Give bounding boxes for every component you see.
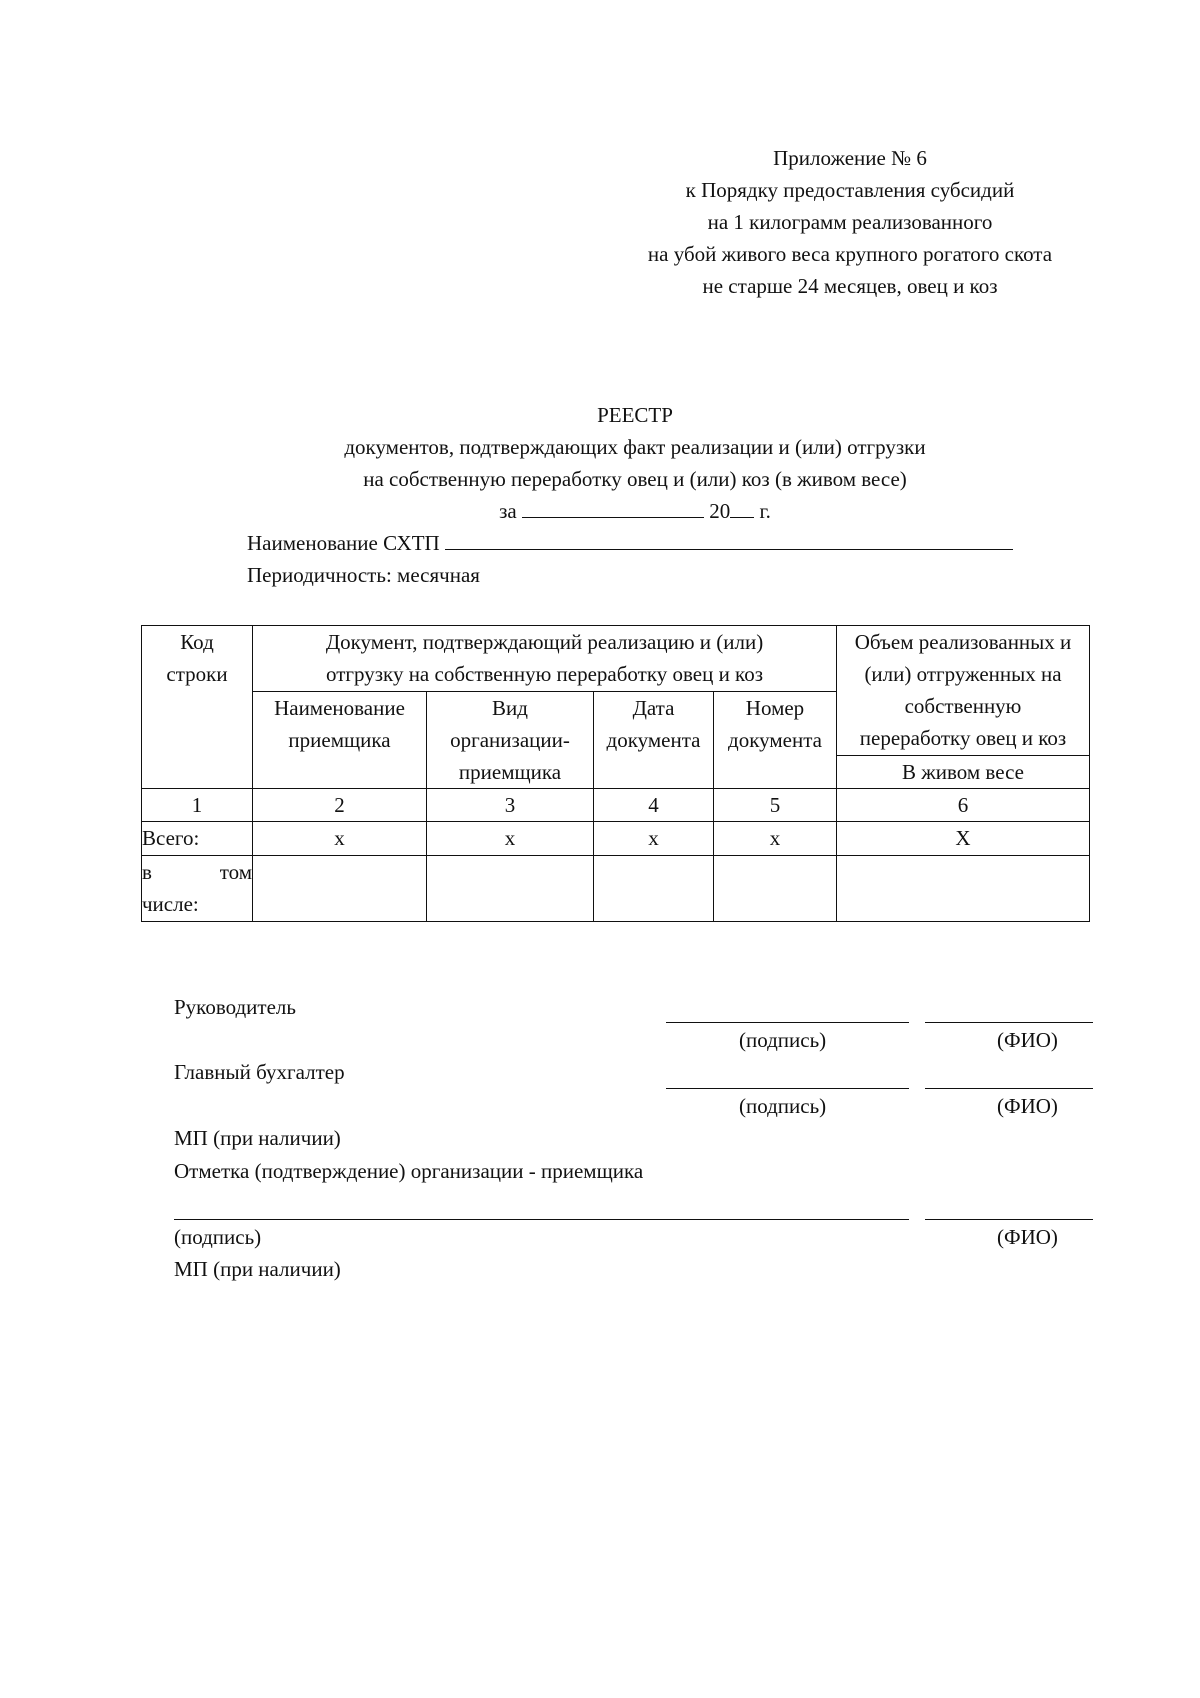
frequency-line: Периодичность: месячная: [247, 563, 480, 587]
organization-line: [247, 527, 1013, 559]
receiver-signature-line[interactable]: [174, 1219, 909, 1220]
data-cell[interactable]: [714, 856, 837, 922]
receiver-mark-label: Отметка (подтверждение) организации - приемщика: [174, 1159, 644, 1183]
header-cell-volume: Объем реализованных и (или) отгруженных на собственную переработку овец и коз: [837, 626, 1090, 756]
total-cell: Х: [837, 822, 1090, 856]
head-label: Руководитель: [174, 995, 296, 1019]
total-label: Всего:: [142, 822, 253, 856]
period-month-blank[interactable]: [522, 497, 704, 518]
registry-title-block: [0, 399, 1200, 527]
column-number: 3: [427, 789, 594, 822]
registry-table: [141, 625, 1090, 922]
page-subtitle: на собственную переработку овец и (или) коз (в живом весе): [363, 467, 907, 491]
data-cell[interactable]: [594, 856, 714, 922]
data-cell[interactable]: [253, 856, 427, 922]
total-cell: х: [714, 822, 837, 856]
head-name-line[interactable]: [925, 1022, 1093, 1023]
annex-line: на убой живого веса крупного рогатого скота: [647, 242, 1053, 266]
annex-number: Приложение № 6: [773, 146, 927, 170]
data-cell[interactable]: [427, 856, 594, 922]
header-cell-live-weight: В живом весе: [837, 756, 1090, 789]
page-subtitle: документов, подтверждающих факт реализации и (или) отгрузки: [344, 435, 926, 459]
annex-line: не старше 24 месяцев, овец и коз: [702, 274, 998, 298]
period-year-blank[interactable]: [730, 497, 754, 518]
total-row: [142, 822, 1090, 856]
column-number: 6: [837, 789, 1090, 822]
head-signature-line[interactable]: [666, 1022, 909, 1023]
signature-caption: (подпись): [739, 1028, 827, 1052]
accountant-signature-line[interactable]: [666, 1088, 909, 1089]
total-cell: х: [253, 822, 427, 856]
header-cell-receiver-name: Наименование приемщика: [253, 692, 427, 789]
signature-caption: (подпись): [739, 1094, 827, 1118]
column-number: 1: [142, 789, 253, 822]
signature-caption: (подпись): [174, 1225, 262, 1249]
accountant-name-line[interactable]: [925, 1088, 1093, 1089]
annex-header: [600, 142, 1100, 302]
header-cell-receiver-type: Вид организации- приемщика: [427, 692, 594, 789]
including-row: [142, 856, 1090, 922]
stamp-label: МП (при наличии): [174, 1257, 341, 1281]
data-cell[interactable]: [837, 856, 1090, 922]
column-number-row: [142, 789, 1090, 822]
including-label: в том числе:: [142, 856, 253, 922]
header-cell-doc-number: Номер документа: [714, 692, 837, 789]
organization-label: Наименование СХТП: [247, 531, 440, 555]
total-cell: х: [594, 822, 714, 856]
annex-line: на 1 килограмм реализованного: [707, 210, 993, 234]
chief-accountant-label: Главный бухгалтер: [174, 1060, 345, 1084]
name-caption: (ФИО): [997, 1094, 1058, 1118]
annex-line: к Порядку предоставления субсидий: [685, 178, 1015, 202]
header-cell-doc-date: Дата документа: [594, 692, 714, 789]
column-number: 4: [594, 789, 714, 822]
name-caption: (ФИО): [997, 1028, 1058, 1052]
period-line: [0, 495, 1200, 527]
organization-name-blank[interactable]: [445, 529, 1013, 550]
stamp-label: МП (при наличии): [174, 1126, 341, 1150]
page-title: РЕЕСТР: [597, 403, 673, 427]
column-number: 2: [253, 789, 427, 822]
total-cell: х: [427, 822, 594, 856]
receiver-name-line[interactable]: [925, 1219, 1093, 1220]
header-cell-document: Документ, подтверждающий реализацию и (или) отгрузку на собственную переработку овец и коз: [253, 626, 837, 692]
column-number: 5: [714, 789, 837, 822]
name-caption: (ФИО): [997, 1225, 1058, 1249]
period-year: 20: [709, 499, 731, 523]
header-cell-code: Код строки: [142, 626, 253, 789]
period-suffix: г.: [759, 499, 771, 523]
period-prefix: за: [499, 499, 517, 523]
